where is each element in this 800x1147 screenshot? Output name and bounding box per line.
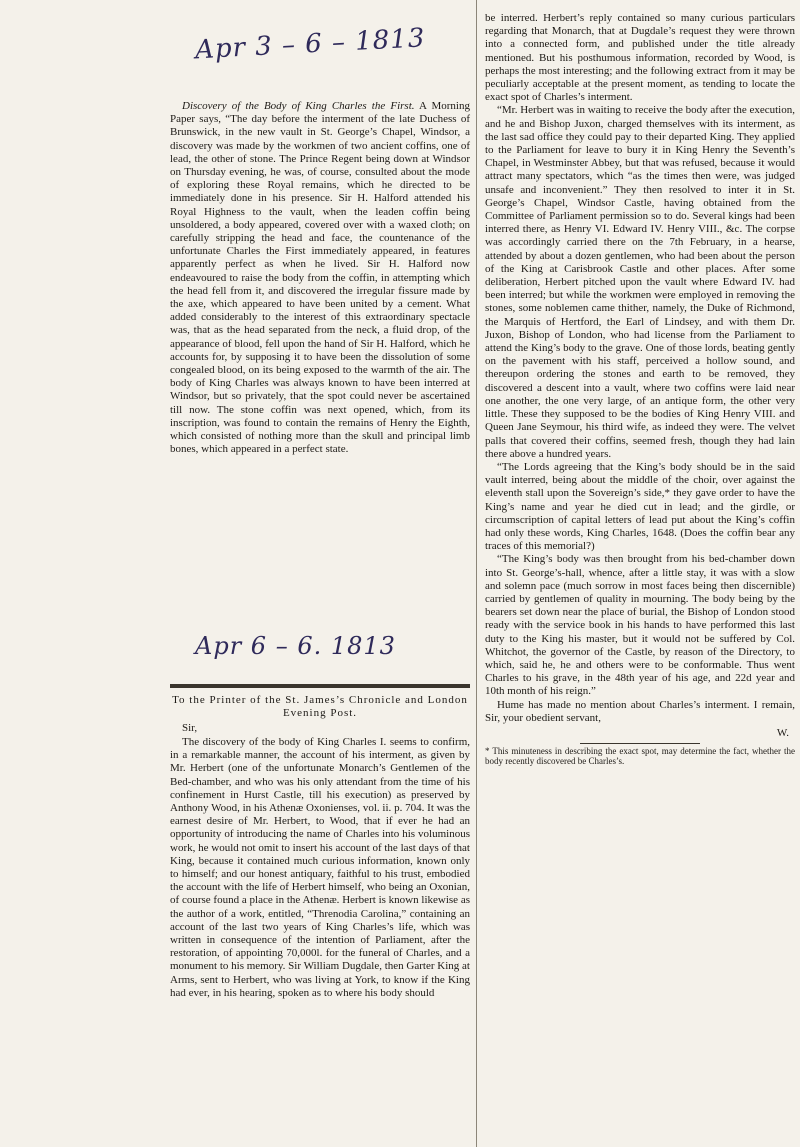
column-divider (476, 0, 477, 1147)
letter-para-3: “The Lords agreeing that the King’s body should be in the said vault interred, being about the middle of the choir, over against the eleventh stall upon the Sovereign’s side,* they gave order to have the King’s name and year he died cut in lead; and the girdle, or circumscription of capital letters of lead put about the King’s coffin had only these words, King Charles, 1648. (Does the coffin bear any traces of this memorial?) (485, 460, 795, 553)
handwritten-date-middle: Apr 6 – 6. 1813 (195, 632, 396, 660)
letter-para-1: be interred. Herbert’s reply contained so many curious particulars regarding that Monarch, that at Dugdale’s request they were thrown into a connected form, and published under the title already mentioned. But his posthumous information, recorded by Wood, is perhaps the most interesting; and the following extract from it may be peculiarly acceptable at the present moment, as tending to locate the exact spot of Charles’s interment. (485, 12, 795, 104)
letter-para-2: “Mr. Herbert was in waiting to receive the body after the execution, and he and Bishop Juxon, charged themselves with its interment, as the last sad office they could pay to their departed King. They applied to the Parliament for leave to bury it in King Henry the Seventh’s Chapel, in Westminster Abbey, but that was refused, because it would attract many spectators, which “as the times then were, was judged unsafe and inconvenient.” They then resolved to inter it in St. George’s Chapel, Windsor Castle, having obtained from the Committee of Parliament permission so to do. Several kings had been interred there, as Henry VI. Edward IV. Henry VIII., &c. The corpse was accordingly carried there on the 7th February, in a hearse, attended by about a dozen gentlemen, who had been about the person of the King at Carisbrook Castle and other places. After some deliberation, Herbert pitched upon the vault where Edward IV. had been interred; but while the workmen were employed in removing the stones, some noblemen came thither, namely, the Duke of Richmond, the Marquis of Hertford, the Earl of Lindsey, and with them Dr. Juxon, Bishop of London, who had license from the Parliament to attend the King’s body to the grave. One of those lords, beating gently on the pavement with his staff, perceived a hollow sound, and thereupon ordering the stones and earth to be removed, they discovered a descent into a vault, where two coffins were laid near one another, the one very large, of an antique form, the other very little. These they supposed to be the bodies of King Henry VIII. and Queen Jane Seymour, his third wife, as indeed they were. The velvet palls that covered their coffins, seemed fresh, though they had lain there above a hundred years. (485, 104, 795, 460)
handwritten-date-top: Apr 3 – 6 – 1813 (194, 23, 427, 66)
article-body: A Morning Paper says, “The day before the interment of the late Duchess of Brunswick, in the new vault in St. George’s Chapel, Windsor, a discovery was made by the workmen of two ancient coffins, one of lead, the other of stone. The Prince Regent being down at Windsor on Thursday evening, he was, of course, consulted about the mode of exploring these Royal remains, which he directed to be immediately done in his presence. Sir H. Halford attended his Royal Highness to the vault, when the leaden coffin being unsoldered, a body appeared, covered over with a waxed cloth; on carefully stripping the head and face, the countenance of the unfortunate Charles the First immediately appeared, in features apparently perfect as when he lived. Sir H. Halford now endeavoured to raise the body from the coffin, in attempting which the head fell from it, and discovered the irregular fissure made by the axe, which appeared to have been united by a cement. What added considerably to the interest of this extraordinary spectacle was, that as the head separated from the neck, a fluid drop, of the appearance of blood, fell upon the hand of Sir H. Halford, which he accounts for, by supposing it to have been the dissolution of some congealed blood, on its being exposed to the warmth of the air. The body of King Charles was always known to have been interred at Windsor, but so privately, that the spot could never be ascertained till now. The stone coffin was next opened, which, from its inscription, was found to contain the remains of Henry the Eighth, which consisted of nothing more than the skull and principal limb bones, which appeared in a perfect state. (170, 100, 470, 456)
footnote-rule (580, 743, 700, 744)
footnote: * This minuteness in describing the exact spot, may determine the fact, whether the body recently discovered be Charles’s. (485, 745, 795, 766)
article-title: Discovery of the Body of King Charles the First. (182, 100, 415, 112)
section-rule (170, 684, 470, 688)
letter-heading: To the Printer of the St. James’s Chronicle and London Evening Post. (172, 694, 468, 719)
letter-signature: W. (776, 726, 789, 739)
letter-para-5: Hume has made no mention about Charles’s interment. I remain, Sir, your obedient servant, (485, 698, 795, 724)
letter-continuation (485, 12, 795, 766)
article-discovery (170, 100, 470, 456)
letter-body-left: The discovery of the body of King Charles I. seems to confirm, in a remarkable manner, the account of his interment, as given by Mr. Herbert (one of the unfortunate Monarch’s Gentlemen of the Bed-chamber, and who was his only attendant from the time of his confinement in Hurst Castle, till his execution) as preserved by Anthony Wood, in his Athenæ Oxonienses, vol. ii. p. 704. It was the earnest desire of Mr. Herbert, to Wood, that if ever he had an opportunity of introducing the name of Charles into his voluminous work, he would not omit to insert his account of the last days of that King, because it contained much curious information, known only to himself; and our honest antiquary, faithful to his trust, embodied the account with the life of Herbert himself, who being an Oxonian, of course found a place in the Athenæ. Herbert is known likewise as the author of a work, entitled, “Threnodia Carolina,” containing an account of the last two years of King Charles’s life, which was written in consequence of the intention of Parliament, after the restoration, of appointing 70,000l. for the funeral of Charles, and a monument to his memory. Sir William Dugdale, then Garter King at Arms, sent to Herbert, who was living at York, to know if the King had ever, in his hearing, spoken as to where his body should (170, 736, 470, 999)
letter-salutation: Sir, (182, 722, 198, 734)
letter-para-4: “The King’s body was then brought from his bed-chamber down into St. George’s-hall, whence, after a little stay, it was with a slow and solemn pace (much sorrow in most faces being then discernible) carried by gentlemen of quality in mourning. The body being by the bearers set down near the place of burial, the Bishop of London stood ready with the service book in his hands to have performed this last duty to the King his master, but it would not be suffered by Col. Whitchot, the governor of the Castle, by reason of the Directory, to which, said he, he and others were to be conformable. Thus went Charles to his grave, in the 48th year of his age, and 22d year and 10th month of his reign.” (485, 553, 795, 698)
